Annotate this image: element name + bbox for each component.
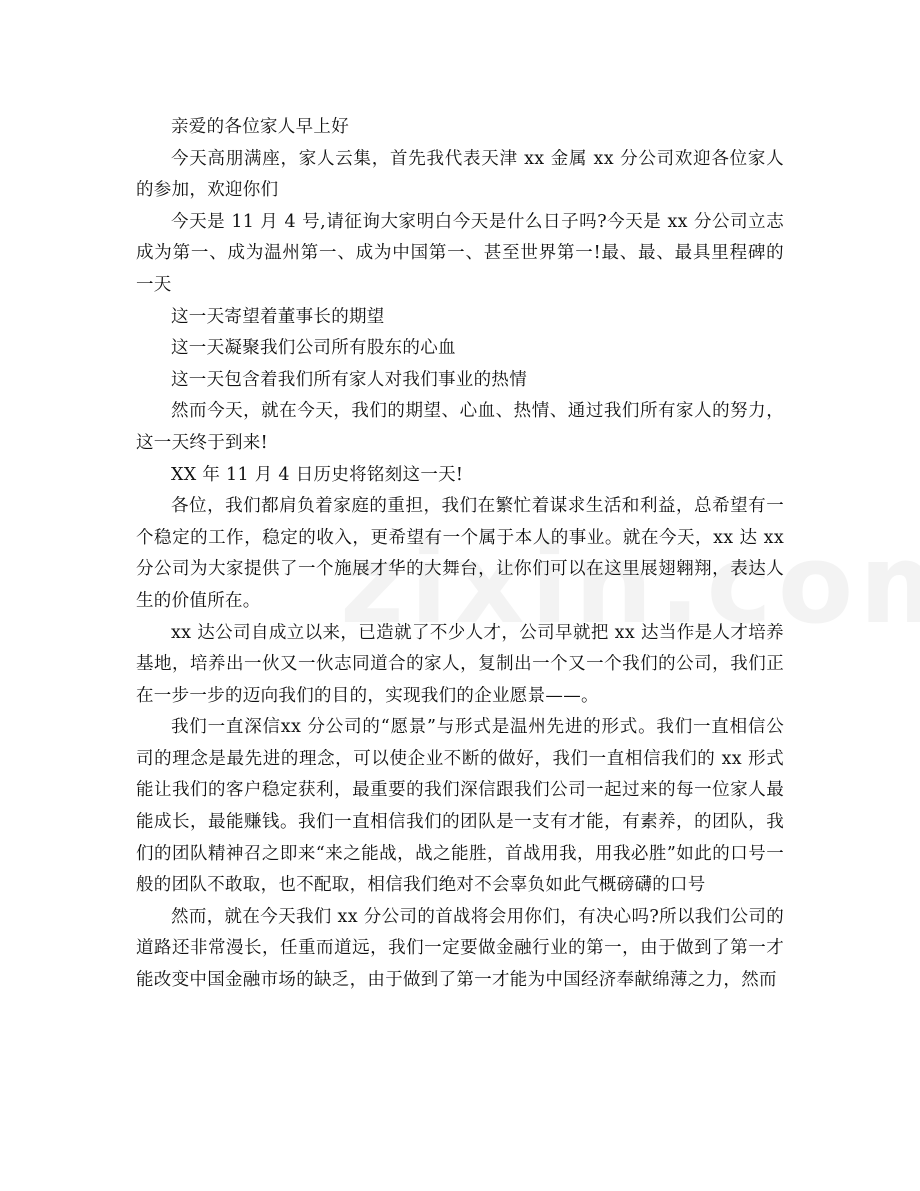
paragraph-belief: 我们一直深信xx 分公司的“愿景”与形式是温州先进的形式。我们一直相信公司的理念是最先进的理念，可以使企业不断的做好，我们一直相信我们的 xx 形式能让我们的客户稳定获利，最重要的我们深信跟我们公司一起过来的每一位家人最能成长，最能赚钱。我们一直相信我们的团队是一支有才能，有素养，的团队，我们的团队精神召之即来“来之能战，战之能胜，首战用我，用我必胜”如此的口号一般的团队不敢取，也不配取，相信我们绝对不会辜负如此气概磅礴的口号 [136,717,784,896]
paragraph-career: 各位，我们都肩负着家庭的重担，我们在繁忙着谋求生活和利益，总希望有一个稳定的工作，稳定的收入，更希望有一个属于本人的事业。就在今天，xx 达 xx 分公司为大家提供了一个施展才华的大舞台，让你们可以在这里展翅翱翔，表达人生的价值所在。 [136,496,784,611]
paragraph-effort: 这一天凝聚我们公司所有股东的心血 [171,338,456,359]
paragraph-greeting: 亲爱的各位家人早上好 [171,117,349,137]
paragraph-passion: 这一天包含着我们所有家人对我们事业的热情 [171,369,527,390]
paragraph-today: 今天是 11 月 4 号,请征询大家明白今天是什么日子吗?今天是 xx 分公司立志成为第一、成为温州第一、成为中国第一、甚至世界第一!最、最、最具里程碑的一天 [136,211,784,295]
paragraph-arrival: 然而今天，就在今天，我们的期望、心血、热情、通过我们所有家人的努力，这一天终于到来! [136,401,784,453]
paragraph-hope: 这一天寄望着董事长的期望 [171,306,385,327]
paragraph-date: XX 年 11 月 4 日历史将铭刻这一天! [171,464,464,485]
document-body [136,112,784,997]
paragraph-talent: xx 达公司自成立以来，已造就了不少人才，公司早就把 xx 达当作是人才培养基地，培养出一伙又一伙志同道合的家人，复制出一个又一个我们的公司，我们正在一步一步的迈向我们的目的，实现我们的企业愿景——。 [136,622,784,706]
paragraph-mission: 然而，就在今天我们 xx 分公司的首战将会用你们，有决心吗?所以我们公司的道路还非常漫长，任重而道远，我们一定要做金融行业的第一，由于做到了第一才能改变中国金融市场的缺乏，由于做到了第一才能为中国经济奉献绵薄之力，然而 [136,906,784,991]
paragraph-welcome: 今天高朋满座，家人云集，首先我代表天津 xx 金属 xx 分公司欢迎各位家人的参加，欢迎你们 [136,148,784,201]
